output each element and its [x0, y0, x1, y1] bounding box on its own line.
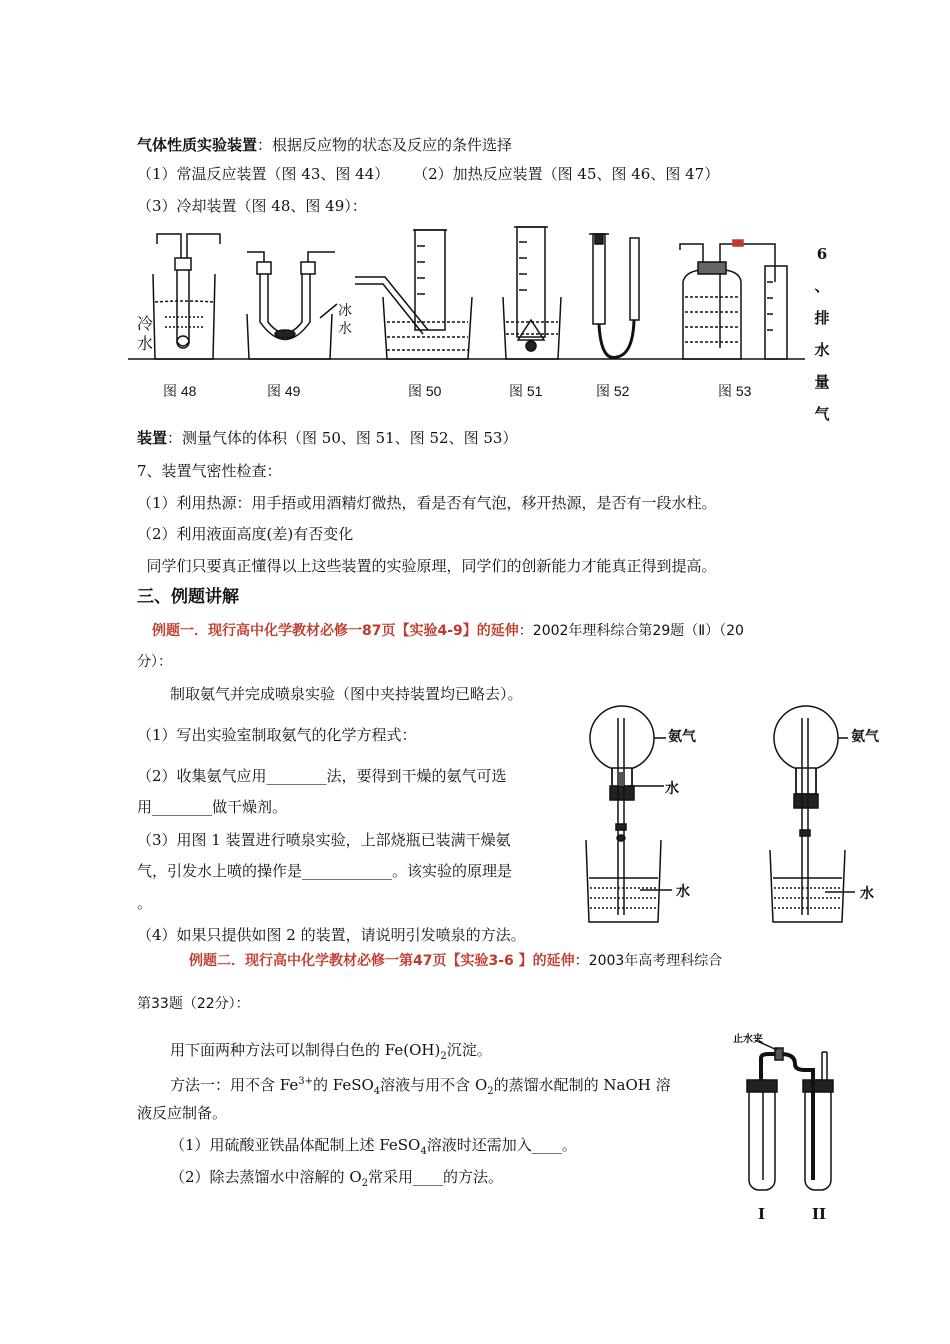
side-heading-char: 量: [814, 373, 830, 391]
caption-fig50: 图 50: [408, 383, 442, 399]
example2-p2: [170, 1072, 671, 1102]
example2-title-rest: ：2003年高考理科综合: [574, 953, 723, 969]
side-heading-char: 排: [814, 309, 830, 327]
example1-title-rest: ：2002年理科综合第29题（Ⅱ）（20: [518, 623, 744, 639]
fig49-label-2: 水: [338, 321, 352, 337]
fig2-water-label: 水: [860, 886, 874, 902]
fig51-beaker-burette: [503, 227, 561, 359]
fig48-label-1: 冷: [137, 314, 154, 333]
example2-q1-sub: 4: [420, 1146, 427, 1157]
example2-q2-sub: 2: [361, 1178, 368, 1189]
example2-q2-b: 常采用____的方法。: [368, 1168, 504, 1186]
example2-p2-c: 溶液与用不含 O: [380, 1076, 488, 1094]
section-a-title-bold: 气体性质实验装置: [137, 136, 258, 154]
section-b-line5: 同学们只要真正懂得以上这些装置的实验原理，同学们的创新能力才能真正得到提高。: [137, 557, 717, 575]
example1-title: [152, 620, 744, 641]
caption-fig48: 图 48: [163, 383, 197, 399]
example1-q3c: 。: [137, 894, 153, 912]
example2-p2-sub2: 2: [487, 1086, 494, 1097]
example2-p1-a: 用下面两种方法可以制得白色的 Fe(OH): [170, 1041, 441, 1059]
section-three-heading: 三、例题讲解: [137, 587, 239, 607]
fig53-bottle-cylinder: [680, 240, 787, 359]
example1-title-red: 例题一．现行高中化学教材必修一87页【实验4-9】的延伸: [152, 623, 519, 639]
fig2-ammonia-label: 氨气: [851, 729, 879, 745]
feoh2-apparatus: [735, 1040, 845, 1200]
example2-p1-b: 沉淀。: [446, 1041, 492, 1059]
section-a-line2: （1）常温反应装置（图 43、图 44） （2）加热反应装置（图 45、图 46、图 47）: [137, 165, 720, 183]
example2-p1-sub: 2: [440, 1051, 447, 1062]
example1-q3a: （3）用图 1 装置进行喷泉实验，上部烧瓶已装满干燥氨: [137, 831, 511, 849]
example2-q2: [170, 1167, 503, 1194]
side-heading-char: 6: [816, 245, 828, 263]
example2-q1: [170, 1135, 577, 1162]
fig49-label-1: 冰: [338, 303, 352, 319]
tube2-label: II: [812, 1205, 827, 1223]
example2-p2-b: 的 FeSO: [312, 1076, 374, 1094]
fountain-fig1: [586, 706, 672, 922]
fig1-ammonia-label: 氨气: [668, 729, 696, 745]
example2-title-red: 例题二．现行高中化学教材必修一第47页【实验3-6 】的延伸: [189, 953, 575, 969]
example2-q1-a: （1）用硫酸亚铁晶体配制上述 FeSO: [170, 1136, 421, 1154]
fig48-label: [137, 314, 153, 354]
fig1-water-upper-label: 水: [665, 781, 679, 797]
example2-q1-b: 溶液时还需加入____。: [426, 1136, 577, 1154]
side-heading: [812, 238, 832, 430]
fig52-gas-burette: [589, 234, 639, 358]
clamp-label: 止水夹: [733, 1034, 763, 1045]
caption-fig53: 图 53: [718, 383, 752, 399]
example1-title-line2: 分）：: [137, 654, 172, 670]
caption-fig51: 图 51: [509, 383, 543, 399]
section-b-line4: （2）利用液面高度(差)有否变化: [137, 525, 354, 543]
section-b-line1: [137, 428, 517, 448]
section-a-title: [137, 135, 512, 155]
section-b-line3: （1）利用热源：用手捂或用酒精灯微热，看是否有气泡，移开热源，是否有一段水柱。: [137, 494, 717, 512]
example2-p2-sup: 3+: [298, 1076, 313, 1087]
side-heading-char: 、: [814, 277, 830, 295]
side-heading-char: 水: [814, 341, 830, 359]
example2-p2-d: 的蒸馏水配制的 NaOH 溶: [493, 1076, 671, 1094]
section-a-title-rest: ：根据反应物的状态及反应的条件选择: [257, 136, 513, 154]
example2-p3: 液反应制备。: [137, 1104, 228, 1122]
example2-p2-sub1: 4: [373, 1086, 381, 1097]
example2-title-line2: 第33题（22分）：: [137, 996, 250, 1012]
example2-p2-a: 方法一：用不含 Fe: [170, 1076, 299, 1094]
section-b-line1-rest: ：测量气体的体积（图 50、图 51、图 52、图 53）: [167, 429, 518, 447]
fountain-fig2: [770, 706, 855, 922]
caption-fig49: 图 49: [267, 383, 301, 399]
example2-q2-a: （2）除去蒸馏水中溶解的 O: [170, 1168, 362, 1186]
side-heading-char: 气: [814, 405, 830, 423]
caption-fig52: 图 52: [596, 383, 630, 399]
section-a-line3: （3）冷却装置（图 48、图 49）：: [137, 197, 367, 215]
example1-q2a: （2）收集氨气应用________法，要得到干燥的氨气可选: [137, 767, 507, 785]
apparatus-figures: [125, 222, 815, 372]
example1-q3b: 气，引发水上喷的操作是____________。该实验的原理是: [137, 862, 513, 880]
fig48-cooling-beaker: [153, 234, 220, 359]
example1-q4: （4）如果只提供如图 2 的装置，请说明引发喷泉的方法。: [137, 926, 526, 944]
section-b-line1-bold: 装置: [137, 429, 168, 447]
example2-p1: [170, 1040, 492, 1067]
tube1-label: I: [758, 1205, 766, 1223]
fig1-water-lower-label: 水: [676, 884, 690, 900]
section-b-line2: 7、装置气密性检查：: [137, 462, 282, 480]
example1-q1: （1）写出实验室制取氨气的化学方程式：: [137, 726, 417, 744]
fig50-measuring-trough: [355, 230, 472, 359]
example2-title: [189, 950, 722, 971]
fig48-label-2: 水: [137, 334, 154, 353]
example1-intro: 制取氨气并完成喷泉实验（图中夹持装置均已略去）。: [170, 685, 523, 703]
example1-q2b: 用________做干燥剂。: [137, 798, 288, 816]
fig49-label: [338, 302, 352, 338]
fig49-u-tube: [247, 252, 337, 359]
